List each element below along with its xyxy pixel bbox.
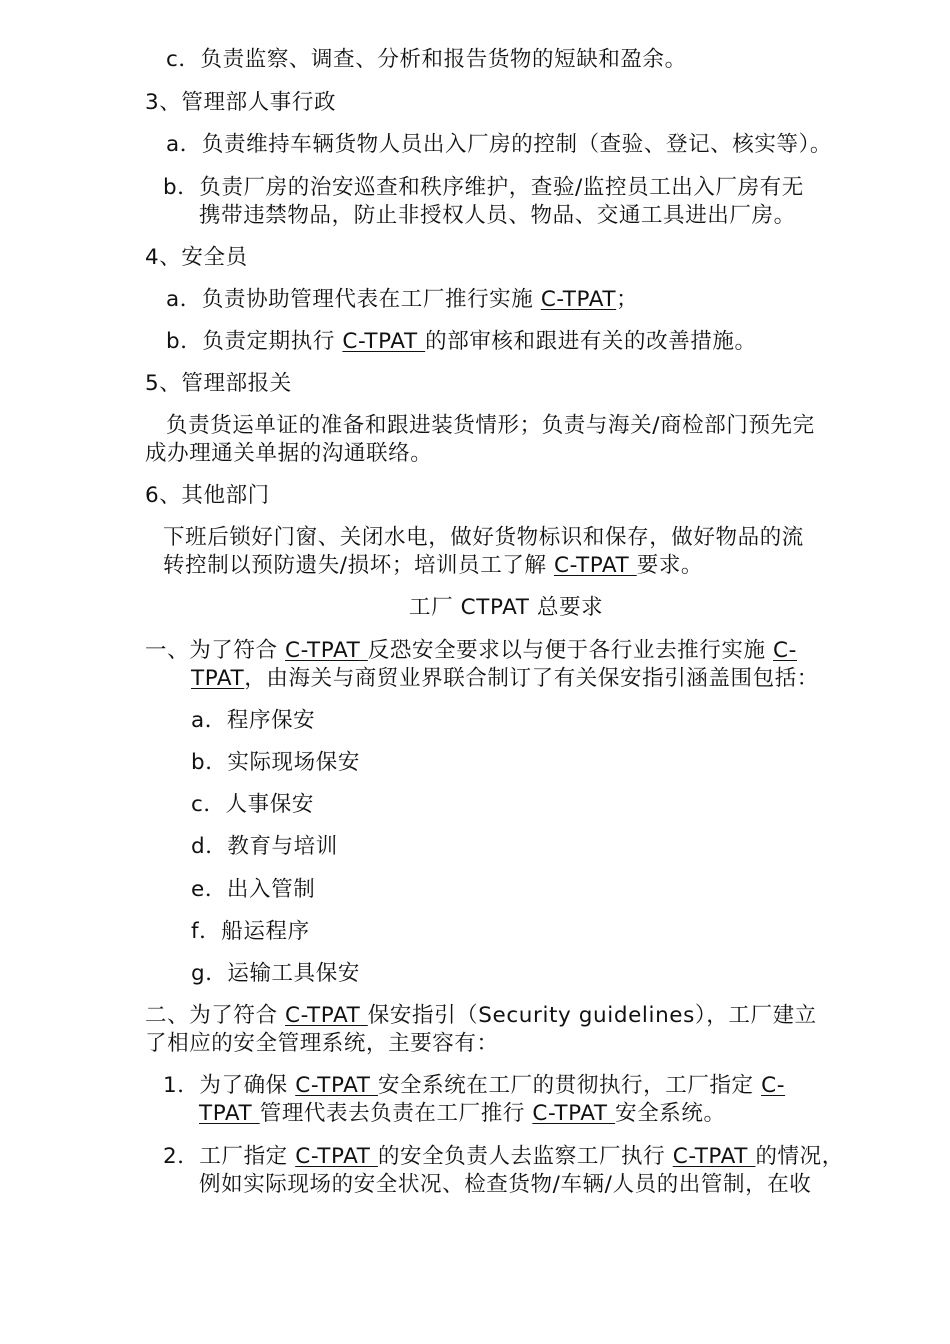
text-run: g．运输工具保安 [191, 961, 360, 986]
text-run: 的部审核和跟进有关的改善措施。 [425, 329, 757, 354]
text-line [145, 637, 797, 665]
text-run: a．负责协助管理代表在工厂推行实施 [166, 287, 541, 312]
text-run: 2．工厂指定 [163, 1144, 296, 1169]
underlined-term: C- [761, 1073, 786, 1098]
text-run: 转控制以预防遗失/损坏；培训员工了解 [163, 553, 554, 578]
text-line [166, 46, 687, 74]
text-run: 了相应的安全管理系统，主要容有： [145, 1031, 499, 1056]
text-run: 3、管理部人事行政 [145, 90, 337, 115]
underlined-term: C-TPAT [295, 1144, 378, 1169]
text-run: 二、为了符合 [145, 1003, 286, 1028]
underlined-term: C-TPAT [285, 1003, 368, 1028]
text-line [191, 665, 819, 693]
text-run: f．船运程序 [191, 919, 310, 944]
text-line [199, 202, 796, 230]
text-run: ； [616, 287, 639, 312]
underlined-term: TPAT [191, 666, 245, 691]
text-line [191, 960, 360, 988]
text-line [163, 174, 804, 202]
text-line [145, 482, 270, 510]
text-line [409, 594, 603, 622]
underlined-term: C-TPAT [342, 329, 426, 354]
text-line [199, 1100, 726, 1128]
underlined-term: C-TPAT [532, 1101, 616, 1126]
text-run: 6、其他部门 [145, 483, 270, 508]
underlined-term: TPAT [199, 1101, 260, 1126]
text-run: a．程序保安 [191, 708, 316, 733]
text-run: 下班后锁好门窗、关闭水电，做好货物标识和保存，做好物品的流 [163, 525, 804, 550]
text-line [191, 876, 315, 904]
text-line [145, 89, 336, 117]
text-run: b．负责定期执行 [166, 329, 343, 354]
text-run: a．负责维持车辆货物人员出入厂房的控制（查验、登记、核实等）。 [166, 132, 833, 157]
text-line [145, 370, 292, 398]
text-line [163, 1143, 844, 1171]
text-run: b．实际现场保安 [191, 750, 360, 775]
text-run: ，由海关与商贸业界联合制订了有关保安指引涵盖围包括： [244, 666, 819, 691]
text-run: d．教育与培训 [191, 834, 338, 859]
text-run: 1．为了确保 [163, 1073, 296, 1098]
text-line [145, 1002, 817, 1030]
text-run: c．负责监察、调查、分析和报告货物的短缺和盈余。 [166, 47, 687, 72]
text-run: 保安指引（Security guidelines），工厂建立 [367, 1003, 817, 1028]
text-line [191, 749, 360, 777]
text-run: 反恐安全要求以与便于各行业去推行实施 [367, 638, 774, 663]
text-run: 成办理通关单据的沟通联络。 [145, 441, 433, 466]
text-line [145, 440, 432, 468]
text-run: 携带违禁物品，防止非授权人员、物品、交通工具进出厂房。 [199, 203, 796, 228]
text-run: 一、为了符合 [145, 638, 286, 663]
text-run: 安全系统在工厂的贯彻执行，工厂指定 [377, 1073, 762, 1098]
underlined-term: C-TPAT [672, 1144, 756, 1169]
text-line [191, 833, 338, 861]
text-run: 的情况， [755, 1144, 844, 1169]
text-line [191, 707, 315, 735]
text-run: e．出入管制 [191, 877, 316, 902]
underlined-term: C-TPAT [540, 287, 617, 312]
text-line [199, 1171, 811, 1199]
text-run: 4、安全员 [145, 245, 248, 270]
text-line [166, 412, 815, 440]
text-run: 安全系统。 [615, 1101, 726, 1126]
text-line [191, 918, 310, 946]
text-line [166, 286, 638, 314]
text-line [145, 1030, 499, 1058]
text-line [163, 1072, 785, 1100]
text-line [191, 791, 314, 819]
text-run: 管理代表去负责在工厂推行 [259, 1101, 533, 1126]
text-line [163, 524, 804, 552]
text-line [145, 244, 248, 272]
underlined-term: C-TPAT [285, 638, 368, 663]
text-run: 要求。 [636, 553, 704, 578]
text-run: 负责货运单证的准备和跟进装货情形；负责与海关/商检部门预先完 [166, 413, 815, 438]
text-run: 工厂 CTPAT 总要求 [409, 595, 604, 620]
text-line [166, 328, 757, 356]
underlined-term: C-TPAT [295, 1073, 378, 1098]
text-run: 例如实际现场的安全状况、检查货物/车辆/人员的出管制，在收 [199, 1172, 812, 1197]
underlined-term: C- [773, 638, 798, 663]
text-run: 的安全负责人去监察工厂执行 [377, 1144, 673, 1169]
text-line [163, 552, 703, 580]
text-run: b．负责厂房的治安巡查和秩序维护，查验/监控员工出入厂房有无 [163, 175, 804, 200]
underlined-term: C-TPAT [553, 553, 637, 578]
text-run: 5、管理部报关 [145, 371, 292, 396]
text-run: c．人事保安 [191, 792, 314, 817]
text-line [166, 131, 832, 159]
